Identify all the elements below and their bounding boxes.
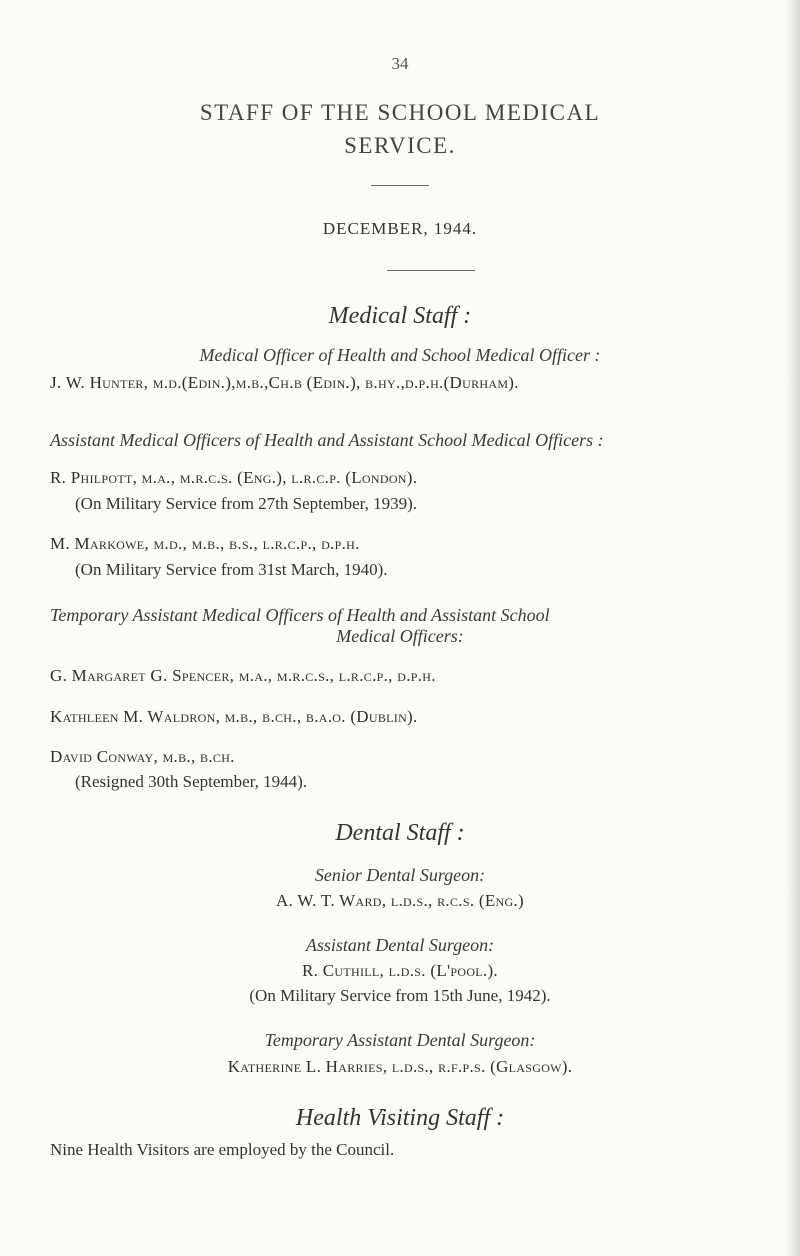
moh-role: Medical Officer of Health and School Medical Officer : bbox=[199, 345, 601, 365]
moh-name: J. W. Hunter, m.d.(Edin.),m.b.,Ch.b (Edin.), b.hy.,d.p.h.(Durham). bbox=[50, 373, 519, 392]
page-title-line2: SERVICE. bbox=[344, 133, 456, 158]
assistant-dental-role: Assistant Dental Surgeon: bbox=[305, 935, 495, 955]
assistant-dental-name: R. Cuthill, l.d.s. (L'pool.). bbox=[302, 961, 498, 980]
staff-name-spencer: G. Margaret G. Spencer, m.a., m.r.c.s., l.r.c.p., d.p.h. bbox=[50, 666, 436, 685]
divider-rule bbox=[387, 270, 475, 271]
staff-name-conway: David Conway, m.b., b.ch. bbox=[50, 747, 235, 766]
divider-rule bbox=[371, 185, 429, 186]
health-visiting-text: Nine Health Visitors are employed by the Council. bbox=[50, 1140, 395, 1159]
page-title-line1: STAFF OF THE SCHOOL MEDICAL bbox=[199, 100, 601, 125]
temporary-medical-role-line1: Temporary Assistant Medical Officers of Health and Assistant School bbox=[50, 605, 550, 625]
senior-dental-name: A. W. T. Ward, l.d.s., r.c.s. (Eng.) bbox=[275, 891, 525, 910]
medical-staff-heading: Medical Staff : bbox=[328, 303, 472, 329]
dental-staff-heading: Dental Staff : bbox=[335, 820, 465, 846]
staff-note-philpott: (On Military Service from 27th September, 1939). bbox=[75, 494, 418, 513]
temporary-dental-name: Katherine L. Harries, l.d.s., r.f.p.s. (Glasgow). bbox=[227, 1057, 573, 1076]
temporary-medical-role-line2: Medical Officers: bbox=[336, 626, 464, 646]
staff-name-markowe: M. Markowe, m.d., m.b., b.s., l.r.c.p., d.p.h. bbox=[50, 534, 360, 553]
staff-name-waldron: Kathleen M. Waldron, m.b., b.ch., b.a.o. (Dublin). bbox=[50, 707, 418, 726]
senior-dental-role: Senior Dental Surgeon: bbox=[314, 865, 486, 885]
assistant-dental-note: (On Military Service from 15th June, 1942). bbox=[249, 986, 551, 1005]
staff-note-markowe: (On Military Service from 31st March, 1940). bbox=[75, 560, 388, 579]
page-number: 34 bbox=[391, 54, 409, 73]
health-visiting-heading: Health Visiting Staff : bbox=[295, 1105, 505, 1131]
staff-note-conway: (Resigned 30th September, 1944). bbox=[75, 772, 308, 791]
report-date: DECEMBER, 1944. bbox=[322, 219, 478, 238]
staff-name-philpott: R. Philpott, m.a., m.r.c.s. (Eng.), l.r.c.p. (London). bbox=[50, 468, 418, 487]
assistant-medical-role: Assistant Medical Officers of Health and Assistant School Medical Officers : bbox=[50, 430, 604, 450]
temporary-dental-role: Temporary Assistant Dental Surgeon: bbox=[264, 1030, 536, 1050]
